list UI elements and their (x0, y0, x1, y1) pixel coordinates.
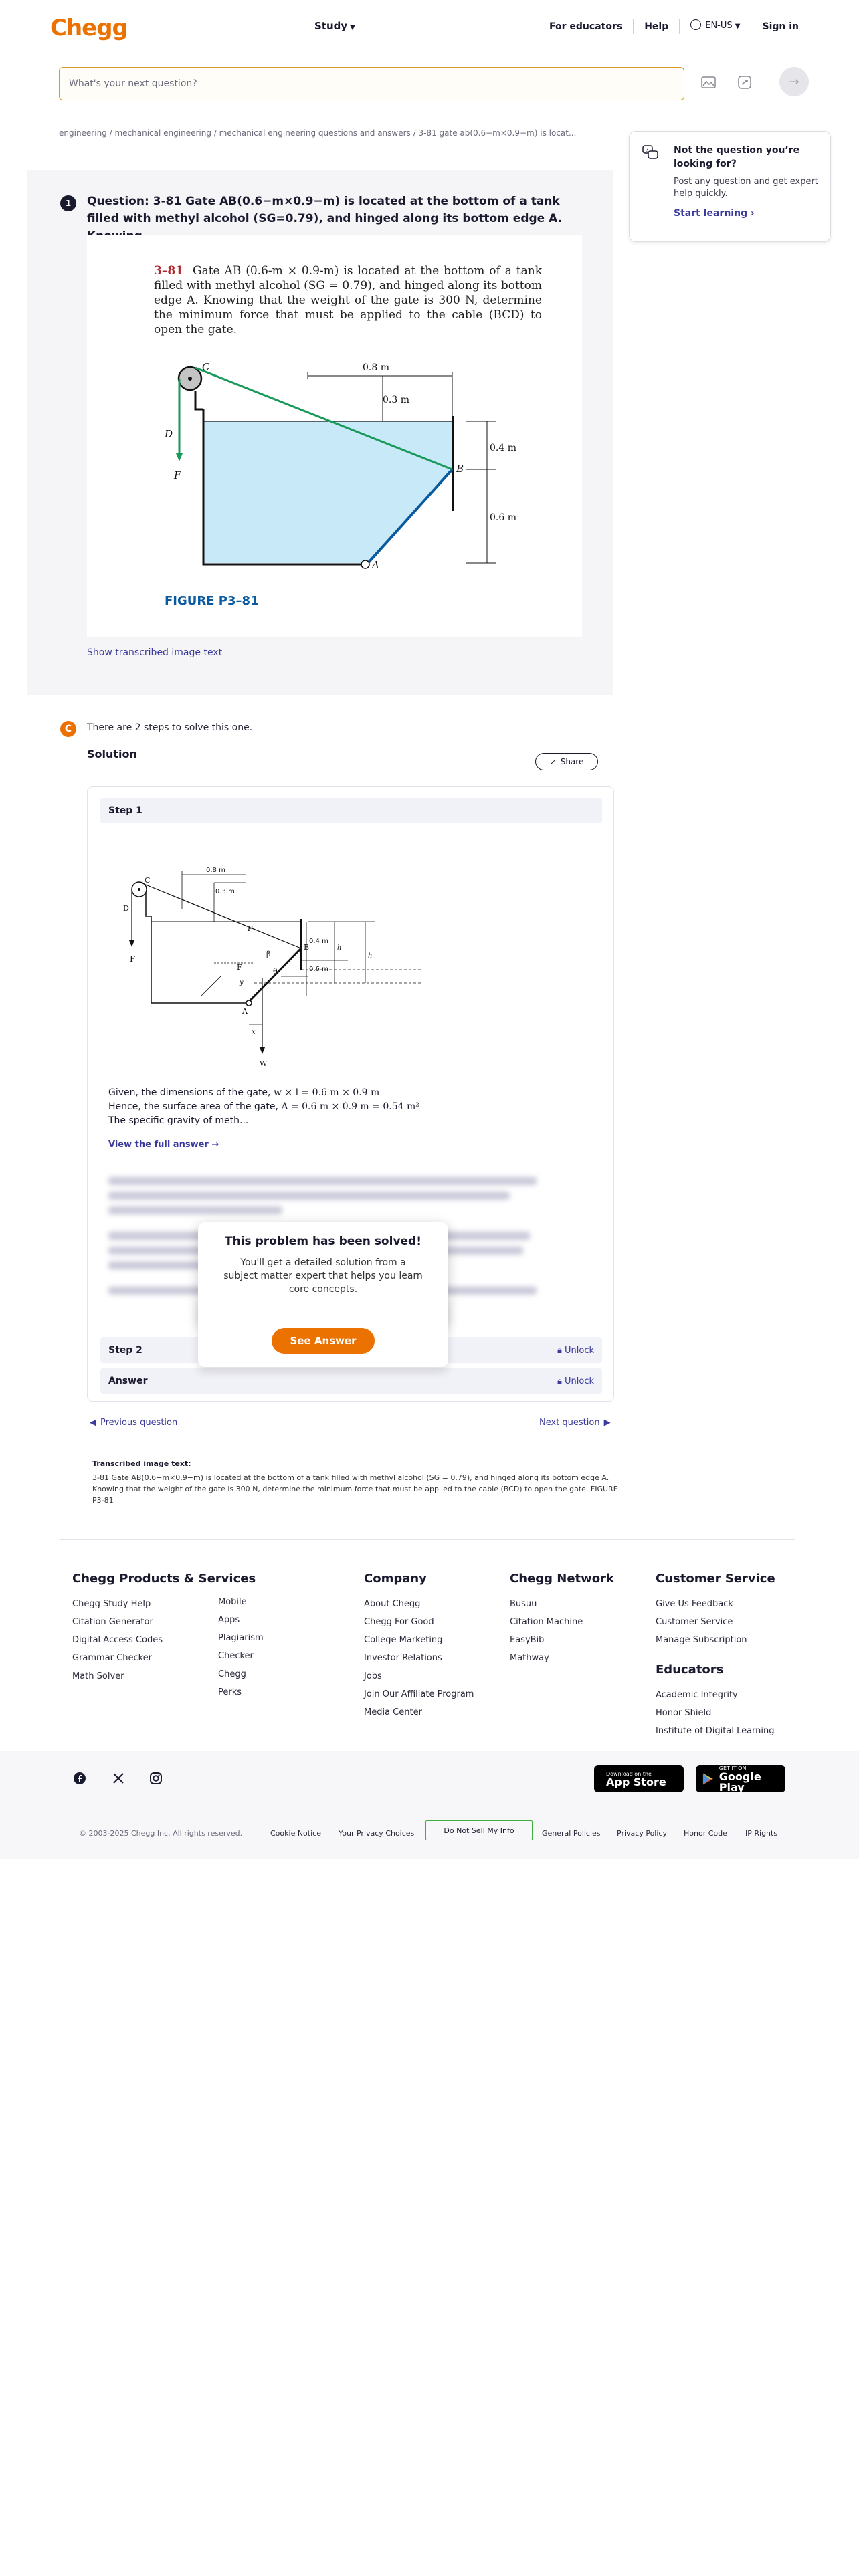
unlock-label: Unlock (565, 1345, 594, 1356)
chevron-right-icon: › (750, 208, 755, 219)
given-line-1-b: w × l = 0.6 m × 0.9 m (273, 1087, 380, 1098)
study-label: Study (314, 20, 348, 32)
google-play-big: Google Play (719, 1769, 761, 1794)
label-c: C (202, 361, 210, 373)
footer-products-col2 (218, 1593, 264, 1701)
liquid-region (203, 421, 452, 563)
footer-link[interactable]: EasyBib (510, 1635, 545, 1645)
tank-outline (146, 893, 248, 1003)
lock-icon: 🔒︎ (557, 1345, 565, 1356)
app-store-small: Download on the (606, 1770, 652, 1777)
diag-label-yp: y (240, 979, 244, 986)
gate (248, 948, 301, 1003)
footer-educators-heading: Educators (656, 1662, 724, 1677)
chegg-c-icon: C (60, 721, 76, 737)
diag-label-04: 0.4 m (309, 938, 328, 945)
transcribed-heading: Transcribed image text: (92, 1459, 191, 1468)
footer-link[interactable]: Mobile Apps (218, 1597, 247, 1625)
view-full-answer-link[interactable]: View the full answer → (108, 1140, 219, 1150)
footer-customer-service (656, 1572, 775, 1740)
chegg-logo[interactable]: Chegg (50, 15, 128, 41)
dim-label-08: 0.8 m (363, 362, 389, 373)
image-search-icon[interactable] (698, 72, 719, 92)
footer-link[interactable]: Busuu (510, 1599, 537, 1609)
footer-link[interactable]: Honor Shield (656, 1708, 712, 1718)
study-menu[interactable] (314, 20, 355, 32)
modal-title: This problem has been solved! (225, 1235, 421, 1248)
footer-link[interactable]: Jobs (364, 1671, 382, 1681)
answer-unlock[interactable] (557, 1376, 594, 1386)
header-nav (539, 19, 799, 34)
problem-statement: Gate AB (0.6-m × 0.9-m) is located at the bottom of a tank filled with methyl alcohol (SG = 0.79), and hinged along its bottom edge A. Knowing that the weight of the gate is 300 N, determine the minimum force that must be applied to the cable (BCD) to open the gate. (154, 264, 542, 336)
next-label: Next question (539, 1418, 600, 1428)
footer-link[interactable]: Mathway (510, 1653, 549, 1663)
step-1-label: Step 1 (108, 805, 142, 816)
label-b: B (456, 463, 464, 475)
diag-label-hc: h (337, 944, 342, 952)
language-label: EN-US (705, 21, 733, 31)
app-store-button[interactable] (594, 1765, 684, 1792)
search-input[interactable] (60, 68, 684, 100)
dim-label-04: 0.4 m (490, 443, 516, 453)
previous-label: Previous question (100, 1418, 178, 1428)
chevron-down-icon: ▼ (735, 23, 741, 30)
for-educators-link[interactable]: For educators (539, 19, 634, 34)
footer-link[interactable]: College Marketing (364, 1635, 443, 1645)
submit-search-button[interactable]: → (779, 67, 809, 96)
share-icon: ↗ (549, 757, 557, 766)
google-play-icon (702, 1772, 714, 1786)
diag-label-p: P (248, 924, 253, 933)
sign-in-link[interactable]: Sign in (762, 21, 799, 32)
copyright-text: © 2003-2025 Chegg Inc. All rights reserved. (79, 1829, 243, 1838)
footer-link[interactable]: Chegg For Good (364, 1617, 434, 1627)
footer-link[interactable]: Join Our Affiliate Program (364, 1689, 474, 1699)
footer-link[interactable]: Digital Access Codes (72, 1635, 163, 1645)
start-learning-label: Start learning (674, 208, 748, 219)
share-button[interactable] (535, 753, 598, 770)
step-2-unlock[interactable] (557, 1346, 594, 1356)
footer-link[interactable]: Grammar Checker (72, 1653, 153, 1663)
pulley-center (188, 377, 192, 381)
lock-icon: 🔒︎ (557, 1376, 565, 1386)
diag-label-06: 0.6 m (309, 966, 328, 973)
legal-link[interactable]: General Policies (542, 1829, 601, 1838)
transcribed-body: 3-81 Gate AB(0.6−m×0.9−m) is located at the bottom of a tank filled with methyl alcohol (SG = 0.79), and hinged along its bottom edge A. Knowing that the weight of the gate is 300 N, determine the minimum force that must be applied to the cable (BCD) to open the gate. FIGURE P3-81 (92, 1473, 618, 1505)
dim-label-03: 0.3 m (383, 395, 409, 405)
footer-divider (60, 1539, 795, 1540)
do-not-sell-link[interactable] (425, 1820, 533, 1840)
question-image (87, 235, 582, 637)
footer-link[interactable]: Investor Relations (364, 1653, 442, 1663)
diag-label-c: C (145, 876, 151, 885)
footer-link[interactable]: Media Center (364, 1707, 422, 1717)
unlock-label: Unlock (565, 1376, 594, 1386)
legal-link[interactable]: Honor Code (684, 1829, 727, 1838)
solution-title: Solution (87, 748, 137, 760)
legal-link[interactable]: Cookie Notice (270, 1829, 321, 1838)
footer-network-heading: Chegg Network (510, 1572, 614, 1586)
see-answer-button[interactable]: See Answer (272, 1328, 375, 1354)
app-store-big: App Store (606, 1775, 666, 1788)
problem-number: 3–81 (154, 264, 183, 278)
footer-link[interactable]: Chegg Study Help (72, 1599, 151, 1609)
svg-text:?: ? (646, 147, 649, 153)
previous-question-link[interactable] (90, 1418, 177, 1428)
diag-label-d: D (123, 904, 129, 913)
given-text (108, 1086, 577, 1128)
share-label: Share (560, 757, 584, 766)
globe-icon (690, 19, 701, 30)
footer-products-heading: Chegg Products & Services (72, 1572, 256, 1586)
force-arrow (176, 453, 183, 461)
show-transcribed-link[interactable]: Show transcribed image text (87, 647, 223, 658)
footer-link[interactable]: Manage Subscription (656, 1635, 747, 1645)
footer-products-col1 (72, 1595, 163, 1685)
figure-label: FIGURE P3–81 (165, 594, 259, 608)
side-card-text: Post any question and get expert help quickly. (674, 177, 818, 199)
footer-link[interactable]: Chegg Perks (218, 1669, 246, 1697)
hinge-a (361, 560, 369, 568)
diag-label-08: 0.8 m (206, 867, 225, 874)
diag-label-theta: θ (273, 967, 278, 976)
label-f: F (174, 469, 181, 481)
diag-label-fr: F (237, 963, 242, 972)
instagram-icon[interactable] (149, 1771, 163, 1786)
footer-link[interactable]: Citation Generator (72, 1617, 153, 1627)
footer-link[interactable]: Give Us Feedback (656, 1599, 733, 1609)
footer-link[interactable]: Plagiarism Checker (218, 1633, 264, 1661)
diag-label-xw: x (252, 1029, 256, 1036)
footer-link[interactable]: Academic Integrity (656, 1690, 738, 1700)
site-header (0, 0, 859, 52)
legal-link[interactable]: Your Privacy Choices (339, 1829, 415, 1838)
caret-right-icon: ▶ (603, 1418, 611, 1428)
diag-label-f: F (130, 954, 136, 964)
question-title: Question: 3-81 Gate AB(0.6−m×0.9−m) is located at the bottom of a tank filled with methyl alcohol (SG=0.79), and hinged along its bottom edge A. (87, 195, 563, 225)
answer-label: Answer (108, 1376, 148, 1386)
diag-label-a: A (242, 1007, 248, 1016)
given-line-2-b: A = 0.6 m × 0.9 m = 0.54 m² (281, 1101, 419, 1112)
given-line-1-a: Given, the dimensions of the gate, (108, 1087, 274, 1098)
step-2-label: Step 2 (108, 1345, 142, 1356)
help-link[interactable]: Help (634, 19, 680, 34)
footer-link[interactable]: Citation Machine (510, 1617, 583, 1627)
facebook-icon[interactable] (72, 1771, 87, 1786)
footer-company-heading: Company (364, 1572, 427, 1586)
breadcrumb[interactable]: engineering / mechanical engineering / mechanical engineering questions and answers / 3-81 gate ab(0.6−m×0.9−m) is locat... (59, 128, 577, 138)
dim-label-06: 0.6 m (490, 512, 516, 523)
start-learning-link[interactable] (674, 208, 755, 219)
given-line-3: The specific gravity of meth... (108, 1115, 249, 1126)
diag-label-w: W (260, 1059, 268, 1068)
label-a: A (372, 559, 379, 571)
question-number-badge: 1 (60, 195, 76, 211)
side-card-title: Not the question you’re looking for? (674, 145, 800, 169)
transcribed-text (92, 1458, 621, 1506)
math-solver-icon[interactable] (735, 72, 755, 92)
footer-link[interactable]: About Chegg (364, 1599, 421, 1609)
label-d: D (165, 428, 173, 440)
diag-label-03: 0.3 m (215, 888, 235, 895)
google-play-small: GET IT ON (719, 1765, 747, 1772)
google-play-button[interactable] (696, 1765, 785, 1792)
diag-label-b: B (304, 943, 310, 952)
next-question-link[interactable] (539, 1418, 611, 1428)
do-not-sell-label: Do Not Sell My Info (444, 1826, 514, 1835)
legal-link[interactable]: Privacy Policy (617, 1829, 667, 1838)
language-selector[interactable] (680, 19, 751, 34)
given-line-2-a: Hence, the surface area of the gate, (108, 1101, 282, 1112)
footer-products (72, 1572, 264, 1697)
diag-label-hp: h (368, 952, 373, 960)
search-box (59, 67, 684, 100)
steps-count-text: There are 2 steps to solve this one. (87, 722, 253, 733)
footer-link[interactable]: Institute of Digital Learning (656, 1726, 775, 1736)
footer-service-heading: Customer Service (656, 1572, 775, 1586)
footer-company (364, 1572, 474, 1721)
diag-label-beta: β (266, 950, 271, 958)
footer-link[interactable]: Math Solver (72, 1671, 124, 1681)
x-twitter-icon[interactable] (111, 1771, 126, 1786)
step-1-header (100, 798, 602, 823)
tank-upper-wall (195, 391, 203, 409)
question-bubble-icon (642, 144, 659, 161)
legal-link[interactable]: IP Rights (745, 1829, 778, 1838)
footer-link[interactable]: Customer Service (656, 1617, 733, 1627)
step-1-diagram (107, 863, 421, 1070)
answer-header (100, 1368, 602, 1394)
not-the-question-card (629, 131, 831, 242)
chevron-down-icon: ▼ (350, 24, 355, 31)
caret-left-icon: ◀ (90, 1418, 96, 1428)
tank-figure (87, 235, 582, 637)
modal-text: You'll get a detailed solution from a subject matter expert that helps you learn core concepts. (223, 1257, 423, 1295)
footer-network (510, 1572, 614, 1667)
